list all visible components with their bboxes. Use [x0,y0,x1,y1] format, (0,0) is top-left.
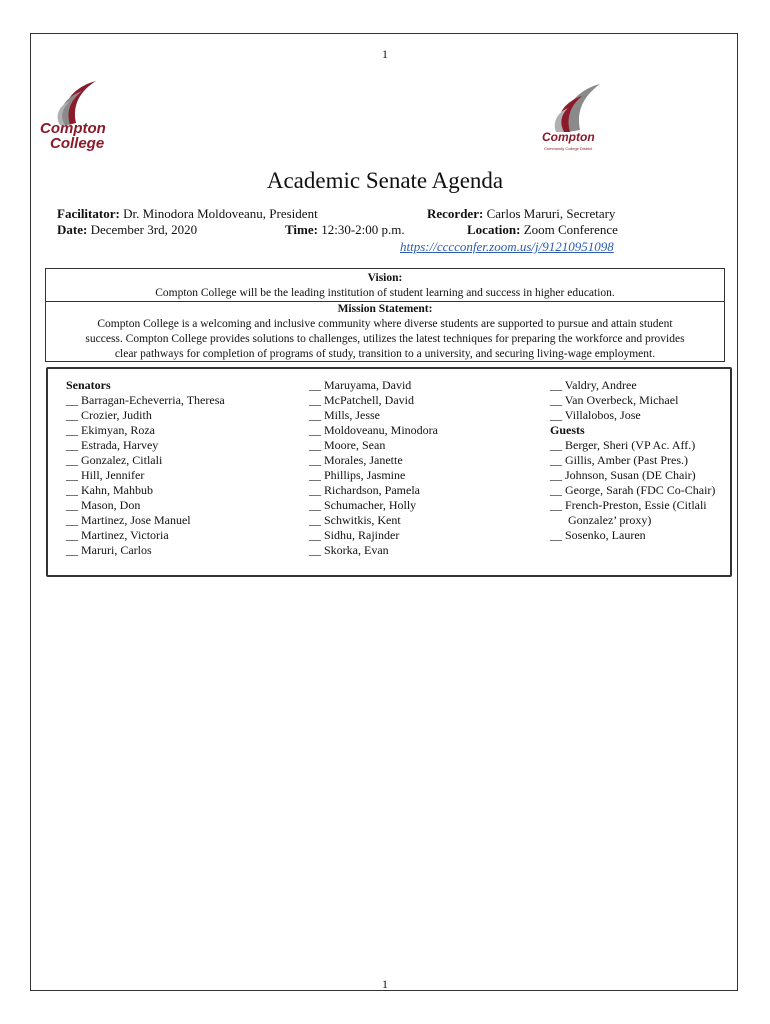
list-item: __ George, Sarah (FDC Co-Chair) [550,483,716,497]
list-item: __ Valdry, Andree [550,378,637,392]
compton-college-logo-left [38,75,106,157]
recorder-line [427,206,615,222]
date-label: Date: [57,222,88,237]
list-item: __ Phillips, Jasmine [309,468,406,482]
list-item: __ Ekimyan, Roza [66,423,155,437]
location-label: Location: [467,222,521,237]
attendance-box [46,367,732,577]
list-item: __ Johnson, Susan (DE Chair) [550,468,696,482]
recorder-label: Recorder: [427,206,484,221]
list-item: __ Gillis, Amber (Past Pres.) [550,453,688,467]
page-number-bottom: 1 [382,977,388,991]
senators-column-3 [550,378,715,543]
list-item-continuation: Gonzalez’ proxy) [568,513,652,527]
list-item: __ Mills, Jesse [309,408,381,422]
date-line [57,222,197,238]
vision-text: Compton College will be the leading institution of student learning and success in higher education. [155,287,615,299]
vision-heading: Vision: [367,272,403,284]
recorder-value: Carlos Maruri, Secretary [486,206,616,221]
list-item: __ Crozier, Judith [66,408,152,422]
logo-text-line2: College [50,135,105,152]
list-item: __ Kahn, Mahbub [66,483,153,497]
compton-logo-right [540,80,606,160]
list-item: __ Sidhu, Rajinder [309,528,400,542]
facilitator-line [57,206,318,222]
list-item: __ Martinez, Victoria [66,528,169,542]
list-item: __ McPatchell, David [309,393,414,407]
senators-column-1 [66,378,225,558]
time-value: 12:30-2:00 p.m. [321,222,405,237]
facilitator-label: Facilitator: [57,206,120,221]
list-item: __ Villalobos, Jose [550,408,641,422]
list-item: __ Hill, Jennifer [66,468,145,482]
vision-mission-box [45,268,725,362]
list-item: __ Skorka, Evan [309,543,389,557]
list-item: __ Mason, Don [66,498,141,512]
mission-line: clear pathways for completion of programs of study, transition to a university, and securing living-wage employment. [114,348,656,360]
list-item: __ Estrada, Harvey [66,438,159,452]
list-item: __ Gonzalez, Citlali [66,453,163,467]
logo-right-tagline: Community College District [544,146,593,151]
list-item: __ Morales, Janette [309,453,403,467]
page-title: Academic Senate Agenda [266,168,504,193]
list-item: __ Martinez, Jose Manuel [66,513,191,527]
list-item: __ Richardson, Pamela [309,483,420,497]
location-value: Zoom Conference [523,222,618,237]
list-item: __ Barragan-Echeverria, Theresa [66,393,225,407]
list-item: __ Schwitkis, Kent [309,513,401,527]
mission-heading: Mission Statement: [46,301,724,317]
list-item: __ Maruri, Carlos [66,543,152,557]
senators-heading: Senators [66,378,111,392]
list-item: __ Schumacher, Holly [309,498,417,512]
list-item: __ Van Overbeck, Michael [550,393,679,407]
list-item: __ Maruyama, David [309,378,412,392]
senators-column-2 [309,378,438,558]
location-line [467,222,618,238]
list-item: __ French-Preston, Essie (Citlali [550,498,707,512]
logo-text-line1: Compton [40,120,106,137]
guests-heading: Guests [550,423,585,437]
time-label: Time: [285,222,318,237]
list-item: __ Moore, Sean [309,438,386,452]
mission-line: Compton College is a welcoming and inclusive community where diverse students are supported to pursue and attain student [97,318,673,330]
date-value: December 3rd, 2020 [90,222,198,237]
facilitator-value: Dr. Minodora Moldoveanu, President [123,206,318,221]
list-item: __ Moldoveanu, Minodora [309,423,438,437]
logo-right-word: Compton [542,130,595,144]
mission-line: success. Compton College provides solutions to challenges, utilizes the latest techniques for preparing the workforce and provides [85,333,685,345]
list-item: __ Berger, Sheri (VP Ac. Aff.) [550,438,696,452]
zoom-meeting-link[interactable]: https://cccconfer.zoom.us/j/91210951098 [400,239,614,254]
time-line [285,222,405,238]
page-number-top: 1 [382,47,388,61]
list-item: __ Sosenko, Lauren [550,528,646,542]
